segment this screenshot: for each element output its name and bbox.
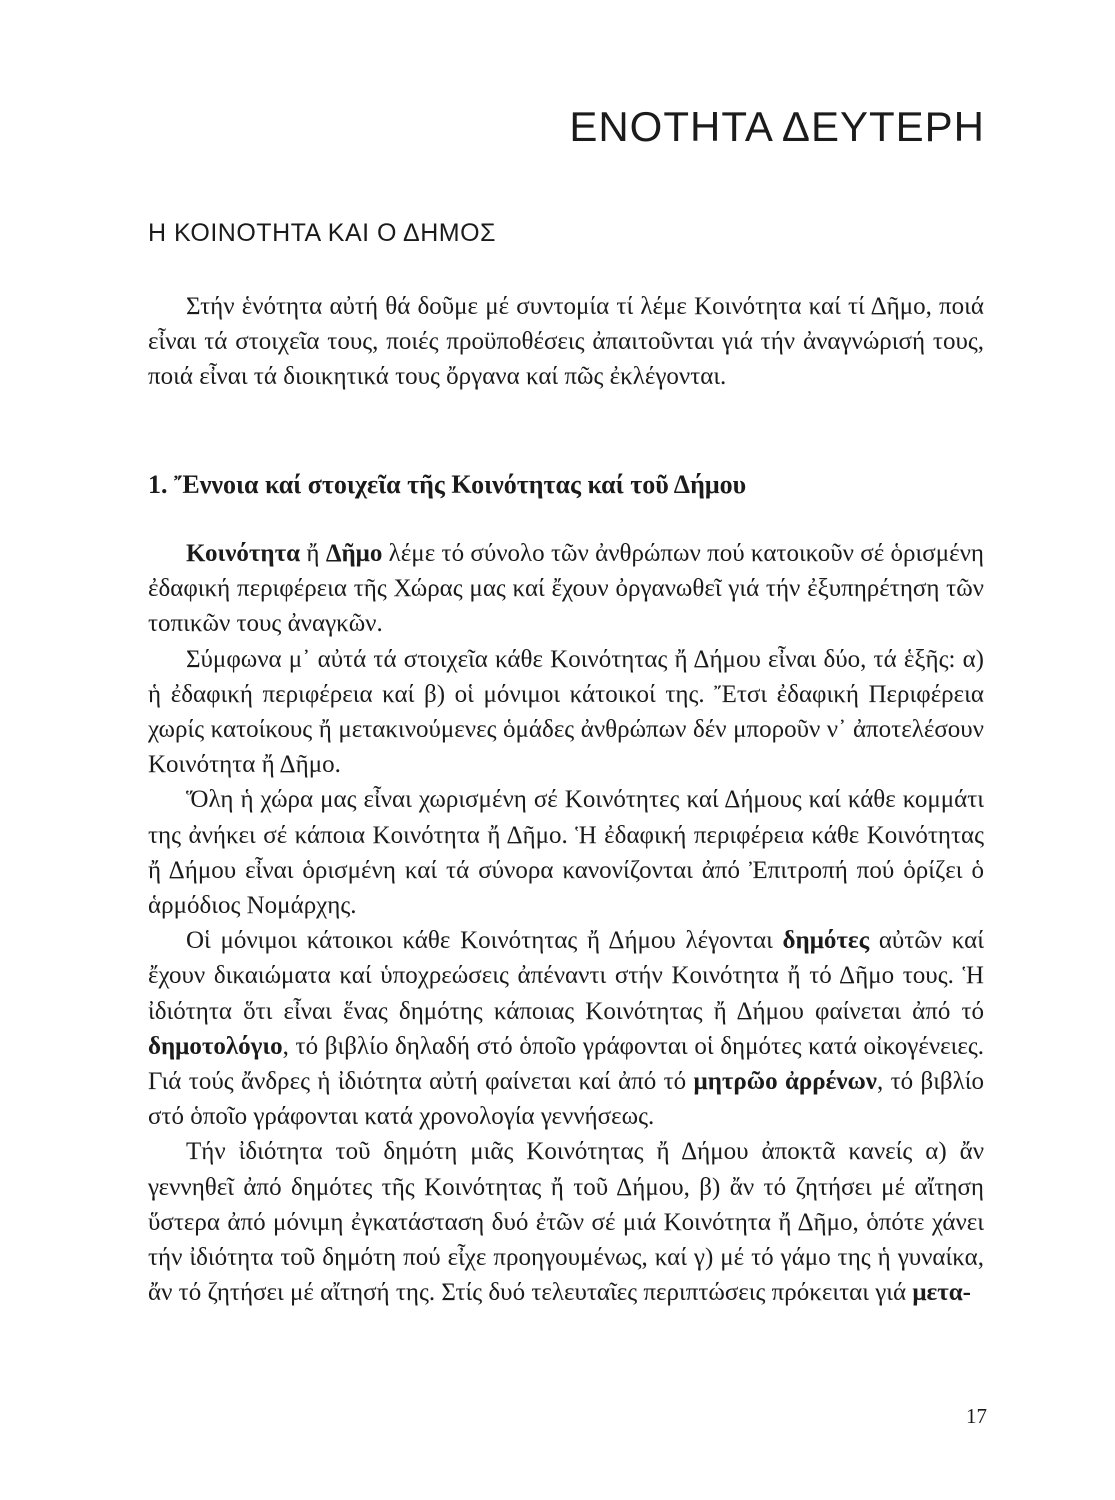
paragraph-citizens [148, 923, 984, 1134]
term-transfer: μετα- [912, 1279, 971, 1307]
paragraph-text: ἤ [300, 540, 326, 567]
chapter-title: ΕΝΟΤΗΤΑ ΔΕΥΤΕΡΗ [569, 103, 985, 150]
paragraph-text: Τήν ἰδιότητα τοῦ δημότη μιᾶς Κοινότητας ἤ Δήμου ἀποκτᾶ κανείς α) ἄν γεννηθεῖ ἀπό δημότες τῆς Κοινότητας ἤ τοῦ Δήμου, β) ἄν τό ζητήσει μέ αἴτηση ὕστερα ἀπό μόνιμη ἐγκατάσταση δυό ἐτῶν σέ μιά Κοινότητα ἤ Δῆμο, ὁπότε χάνει τήν ἰδιότητα τοῦ δημότη πού εἶχε προηγουμένως, καί γ) μέ τό γάμο της ἡ γυναίκα, ἄν τό ζητήσει μέ αἴτησή της. Στίς δυό τελευταῖες περιπτώσεις πρόκειται γιά [148, 1138, 984, 1307]
paragraph-definition [148, 536, 984, 642]
paragraph-acquisition [148, 1134, 984, 1310]
page-number: 17 [966, 1404, 987, 1428]
subsection-heading: 1. Ἔννοια καί στοιχεῖα τῆς Κοινότητας καί τοῦ Δήμου [148, 470, 747, 499]
paragraph-text: Οἱ μόνιμοι κάτοικοι κάθε Κοινότητας ἤ Δήμου λέγονται [186, 927, 783, 955]
term-citizens: δημότες [782, 927, 870, 955]
paragraph-text: λέμε τό σύνολο τῶν ἀνθρώπων πού κατοικοῦν σέ ὁρισμένη ἐδαφική περιφέρεια τῆς Χώρας μας καί ἔχουν ὀργανωθεῖ γιά τήν ἐξυπηρέτηση τῶν τοπικῶν τους ἀναγκῶν. [148, 540, 984, 638]
paragraph-text: , τό βιβλίο στό ὁποῖο γράφονται κατά χρονολογία γεννήσεως. [148, 1068, 984, 1131]
paragraph-elements: Σύμφωνα μ᾽ αὐτά τά στοιχεῖα κάθε Κοινότητας ἤ Δήμου εἶναι δύο, τά ἑξῆς: α) ἡ ἐδαφική περιφέρεια καί β) οἱ μόνιμοι κάτοικοί της. Ἔτσι ἐδαφική Περιφέρεια χωρίς κατοίκους ἤ μετακινούμενες ὁμάδες ἀνθρώπων δέν μποροῦν ν᾽ ἀποτελέσουν Κοινότητα ἤ Δῆμο. [148, 645, 984, 779]
term-community: Κοινότητα [186, 540, 301, 567]
paragraph-territory: Ὅλη ἡ χώρα μας εἶναι χωρισμένη σέ Κοινότητες καί Δήμους καί κάθε κομμάτι της ἀνήκει σέ κάποια Κοινότητα ἤ Δῆμο. Ἡ ἐδαφική περιφέρεια κάθε Κοινότητας ἤ Δήμου εἶναι ὁρισμένη καί τά σύνορα κανονίζονται ἀπό Ἐπιτροπή πού ὁρίζει ὁ ἁρμόδιος Νομάρχης. [148, 786, 984, 920]
term-municipality: Δῆμο [325, 540, 383, 567]
section-title: Η ΚΟΙΝΟΤΗΤΑ ΚΑΙ Ο ΔΗΜΟΣ [148, 219, 497, 247]
paragraph-text: , τό βιβλίο δηλαδή στό ὁποῖο γράφονται οἱ δημότες κατά οἰκογένειες. Γιά τούς ἄνδρες ἡ ἰδιότητα αὐτή φαίνεται καί ἀπό τό [148, 1032, 984, 1096]
intro-paragraph: Στήν ἑνότητα αὐτή θά δοῦμε μέ συντομία τί λέμε Κοινότητα καί τί Δῆμο, ποιά εἶναι τά στοιχεῖα τους, ποιές προϋποθέσεις ἀπαιτοῦνται γιά τήν ἀναγνώρισή τους, ποιά εἶναι τά διοικητικά τους ὄργανα καί πῶς ἐκλέγονται. [148, 293, 984, 390]
body-text [148, 536, 984, 1310]
term-register: δημοτολόγιο [148, 1032, 283, 1060]
paragraph-text: αὐτῶν καί ἔχουν δικαιώματα καί ὑποχρεώσεις ἀπέναντι στήν Κοινότητα ἤ τό Δῆμο τους. Ἡ ἰδιότητα ὅτι εἶναι ἕνας δημότης κάποιας Κοινότητας ἤ Δήμου φαίνεται ἀπό τό [148, 927, 984, 1025]
term-male-register: μητρῶο ἀρρένων [693, 1068, 877, 1096]
